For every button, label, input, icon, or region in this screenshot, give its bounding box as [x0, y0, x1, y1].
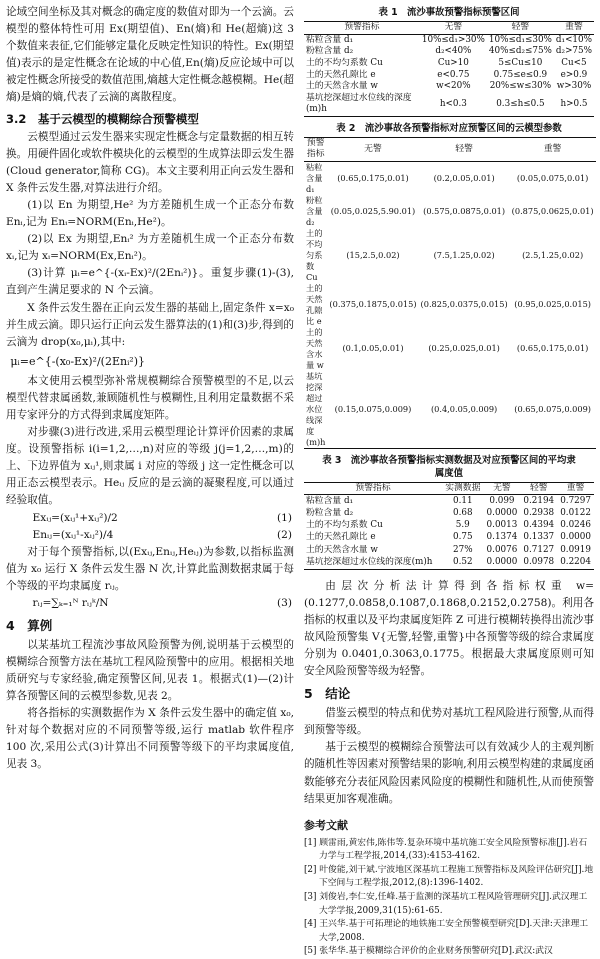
- table-3-cell: 0.75: [452, 532, 473, 543]
- table-1: [304, 21, 594, 117]
- table-1-row: [304, 81, 594, 93]
- paragraph-step-2: (2)以 Ex 为期望,Enᵢ² 为方差随机生成一个正态分布数 xᵢ,记为 xᵢ=NORM(Ex,Enᵢ²)。: [6, 233, 294, 263]
- paragraph-example-computation: 将各指标的实测数据作为 X 条件云发生器中的确定值 x₀,针对每个数据对应的不同预警等级,运行 matlab 软件程序 100 次,采用公式(3)计算出不同预警等级下的平均隶属度值,见表 3。: [6, 707, 294, 771]
- step-3-suffix: 。重复步骤(1)-(3),直到产生满足要求的 N 个云滴。: [6, 267, 294, 297]
- section-4-heading: 4 算例: [6, 617, 53, 633]
- table-3-cell: 0.7297: [560, 495, 591, 506]
- paragraph-average-membership: 对于每个预警指标,以(Exᵢⱼ,Enᵢⱼ,Heᵢⱼ)为参数,以指标监测值为 x₀ 运行 X 条件云发生器 N 次,计算此监测数据隶属于每个等级的平均隶属度 rᵢⱼ。: [6, 545, 294, 592]
- table-3-row: [304, 532, 594, 544]
- table-2-cell: (0.65,0.175,0.01): [337, 172, 409, 183]
- table-2-cell: 粉粒含量 d₂: [306, 194, 323, 227]
- paragraph-method-summary: 本文使用云模型弥补常规模糊综合预警模型的不足,以云模型代替隶属函数,兼顾随机性与模糊性,且利用定量数据不采用专家评分的方式得到隶属度矩阵。: [6, 374, 294, 421]
- table-1-cell: 土的不均匀系数 Cu: [306, 57, 383, 68]
- table-3-row: [304, 508, 594, 520]
- table-3-cell: 粘粒含量 d₁: [306, 495, 354, 506]
- equation-2-body: Enᵢⱼ=(xᵢⱼ¹-xᵢⱼ²)/4: [32, 528, 114, 541]
- equation-3-number: (3): [276, 596, 292, 609]
- table-1-cell: 土的天然含水量 w: [306, 81, 378, 92]
- table-3-header-cell: 实测数据: [445, 482, 481, 493]
- table-2-row: [304, 327, 596, 371]
- table-2-cell: (15,2.5,0.02): [346, 249, 400, 260]
- table-2-cell: (0.575,0.0875,0.01): [423, 205, 506, 216]
- table-3-cell: 土的不均匀系数 Cu: [306, 520, 383, 531]
- table-3-cell: 0.0000: [486, 507, 518, 518]
- table-1-row: [304, 46, 594, 58]
- paragraph-step-3: [6, 265, 294, 299]
- table-2-header-cell: 预警指标: [306, 137, 325, 160]
- reference-item: [4] 王兴华.基于可拓理论的地铁施工安全预警模型研究[D].天津:天津理工大学,2008.: [304, 919, 589, 943]
- table-2-row: [304, 371, 596, 449]
- reference-list: [304, 837, 594, 959]
- table-1-caption: 表 1 流沙事故预警指标预警区间: [378, 7, 520, 18]
- table-3: [304, 482, 594, 570]
- table-3-cell: 土的天然孔隙比 e: [306, 532, 376, 543]
- table-1-cell: 0.75≤e≤0.9: [493, 69, 548, 80]
- table-2-cell: (2.5,1.25,0.02): [522, 249, 584, 260]
- paragraph-step-1: (1)以 En 为期望,He² 为方差随机生成一个正态分布数 Enᵢ,记为 Enᵢ=NORM(Enᵢ,He²)。: [6, 198, 294, 229]
- table-3-header-cell: 无警: [493, 482, 511, 493]
- table-1-cell: 0.3≤h≤0.5: [496, 98, 545, 109]
- paragraph-membership-improvement: 对步骤(3)进行改进,采用云模型理论计算评价因素的隶属度。设预警指标 i(i=1,2,…,n)对应的等级 j(j=1,2,…,m)的上、下边界值为 xᵢⱼ¹,则隶属 i 对应的等级 j 这一定性概念可以用正态云模型表示。Heᵢⱼ 反应的是云滴的凝聚程度,可以通过经验取值。: [6, 426, 294, 507]
- table-2-cell: 基坑挖深超过水位线深度(m)h: [306, 370, 326, 447]
- table-1-cell: e<0.75: [437, 69, 470, 80]
- table-3-cell: 基坑挖深超过水位线的深度(m)h: [306, 556, 433, 567]
- paragraph-conclusion-1: 借鉴云模型的特点和优势对基坑工程风险进行预警,从而得到预警等级。: [304, 707, 594, 737]
- table-3-cell: 0.0000: [486, 556, 518, 567]
- paragraph-cloud-generator: 云模型通过云发生器来实现定性概念与定量数据的相互转换。用硬件固化或软件模块化的云模型的生成算法即云发生器(Cloud generator,简称 CG)。本文主要利用正向云发生器和 X 条件云发生器,对算法进行介绍。: [6, 130, 294, 194]
- table-1-header-cell: 重警: [565, 22, 583, 32]
- table-3-cell: 0.2938: [523, 507, 555, 518]
- paragraph-cloud-definition: 论域空间坐标及其对概念的确定度的数值对即为一个云滴。云模型的整体特性可用 Ex(期望值)、En(熵)和 He(超熵)这 3 个数值来表征,它们能够定量化反映定性知识的特性。Ex(期望值)表示的是定性概念在论域的中心值,En(熵)反应论域中可以被定性概念所接受的数值范围,熵越大定性概念越模糊。He(超熵)是熵的熵,代表了云滴的离散程度。: [6, 6, 294, 104]
- paragraph-conclusion-2: 基于云模型的模糊综合预警法可以有效减少人的主观判断的随机性等因素对预警结果的影响,利用云模型构建的隶属度函数能够充分表征风险因素风险度的模糊性和随机性,从而使预警结果更加客观准确。: [304, 741, 594, 805]
- table-3-row: [304, 520, 594, 532]
- table-3-cell: 0.0978: [523, 556, 555, 567]
- table-3-header-cell: 重警: [566, 482, 585, 493]
- table-3-cell: 0.0246: [560, 520, 591, 531]
- reference-item: [3] 刘俊岩,李仁安,任峰.基于监测的深基坑工程风险管理研究[J].武汉理工大学学报,2009,31(15):61-65.: [304, 892, 588, 916]
- table-1-cell: 40%≤d₂≤75%: [488, 46, 552, 57]
- equation-2-number: (2): [276, 528, 292, 541]
- table-2-cell: (0.1,0.05,0.01): [342, 343, 404, 354]
- table-2-cell: (0.05,0.075,0.01): [516, 172, 589, 183]
- table-3-row: [304, 495, 594, 508]
- table-3-cell: 0.0013: [486, 520, 518, 531]
- table-2-cell: (0.2,0.05,0.01): [433, 172, 495, 183]
- left-column: [6, 4, 294, 774]
- table-2-row: [304, 195, 596, 228]
- table-1-cell: d₂>75%: [555, 46, 592, 57]
- table-1-cell: 粘粒含量 d₁: [306, 34, 354, 45]
- table-2-cell: (0.4,0.05,0.009): [430, 403, 498, 414]
- table-1-cell: 5≤Cu≤10: [498, 57, 543, 68]
- table-1-header-cell: 无警: [444, 22, 463, 32]
- table-3-cell: 土的天然含水量 w: [306, 544, 378, 555]
- table-1-header-cell: 轻警: [511, 22, 530, 32]
- table-3-cell: 0.099: [489, 495, 515, 506]
- table-3-cell: 0.52: [452, 556, 473, 567]
- table-3-cell: 粉粒含量 d₂: [306, 507, 354, 518]
- table-3-cell: 0.7127: [523, 544, 555, 555]
- equation-1-number: (1): [276, 511, 292, 524]
- formula-mu-x0: μᵢ=e^{-(x₀-Ex)²/(2Enᵢ²)}: [10, 354, 145, 368]
- table-2-header-cell: 轻警: [455, 143, 473, 154]
- right-column: [304, 4, 594, 959]
- table-3-caption: 表 3 流沙事故各预警指标实测数据及对应预警区间的平均隶属度值: [322, 454, 576, 479]
- table-1-row: [304, 70, 594, 82]
- table-2-cell: 土的天然含水量 w: [306, 326, 324, 370]
- equation-3-body: rᵢⱼ=∑ₖ₌₁ᴺ rᵢⱼᵏ/N: [32, 596, 109, 609]
- table-1-cell: 10%≤d₁>30%: [421, 34, 485, 45]
- table-2: [304, 137, 596, 449]
- table-3-cell: 0.0122: [560, 507, 591, 518]
- table-1-row: [304, 93, 594, 117]
- step-3-prefix: (3)计算: [27, 267, 67, 280]
- equation-1: [6, 510, 294, 527]
- table-1-cell: Cu>10: [437, 57, 469, 68]
- reference-item: [1] 顾雷雨,黄宏伟,陈伟等.复杂环境中基坑施工安全风险预警标准[J].岩石力学与工程学报,2014,(33):4153-4162.: [304, 837, 588, 862]
- paragraph-x-condition-generator: X 条件云发生器在正向云发生器的基础上,固定条件 x=x₀ 并生成云滴。即只运行正向云发生器算法的(1)和(3)步,得到的云滴为 drop(x₀,μᵢ),其中:: [6, 301, 294, 348]
- table-3-cell: 0.0076: [486, 544, 518, 555]
- table-2-cell: (0.05,0.025,5.90.01): [330, 205, 416, 216]
- table-2-cell: 土的天然孔隙比 e: [306, 282, 323, 326]
- table-2-header-cell: 无警: [364, 143, 382, 154]
- paragraph-weights-result: 由层次分析法计算得到各指标权重 w=(0.1277,0.0858,0.1087,0.1868,0.2152,0.2758)。利用各指标的权重以及平均隶属度矩阵 Z 可进行模糊转换得出流沙事故风险预警集 V{无警,轻警,重警}中各预警等级的综合隶属度分别为 0.0401,0.3063,0.1775。根据最大隶属度原则可知安全风险预警等级为轻警。: [304, 579, 594, 678]
- table-1-row: [304, 58, 594, 70]
- table-1-cell: d₂<40%: [435, 46, 472, 57]
- table-2-cell: (0.875,0.0625,0.01): [511, 205, 594, 216]
- table-2-cell: (0.825,0.0375,0.015): [420, 299, 508, 310]
- section-5-heading: 5 结论: [304, 686, 351, 702]
- table-1-cell: d₁<10%: [555, 34, 592, 45]
- table-1-cell: 土的天然孔隙比 e: [306, 69, 376, 80]
- table-3-cell: 0.1374: [486, 532, 518, 543]
- reference-item: [2] 叶俊能,刘干斌.宁波地区深基坑工程施工预警指标及风险评估研究[J].地下空间与工程学报,2012,(8):1396-1402.: [304, 864, 594, 889]
- table-3-header-cell: 轻警: [529, 482, 548, 493]
- table-1-cell: e>0.9: [560, 69, 588, 80]
- table-2-cell: (0.375,0.1875,0.015): [329, 299, 417, 310]
- table-3-cell: 5.9: [455, 520, 470, 531]
- table-2-row: [304, 283, 596, 327]
- table-2-header-cell: 重警: [543, 143, 562, 154]
- table-3-cell: 27%: [453, 544, 473, 555]
- table-3-cell: 0.1337: [523, 532, 555, 543]
- paragraph-example-intro: 以某基坑工程流沙事故风险预警为例,说明基于云模型的模糊综合预警方法在基坑工程风险预警中的应用。根据相关地质研究与专家经验,确定预警区间,见表 1。根据式(1)—(2)计算各预警区间的云模型参数,见表 2。: [6, 638, 294, 703]
- equation-2: [6, 527, 294, 544]
- table-3-row: [304, 556, 594, 569]
- table-1-cell: 基坑挖深超过水位线的深度(m)h: [306, 92, 412, 115]
- table-1-cell: 10%≤d₁≤30%: [488, 34, 552, 45]
- table-1-cell: h>0.5: [560, 98, 588, 109]
- table-2-row: [304, 228, 596, 283]
- table-2-cell: (0.15,0.075,0.009): [334, 403, 412, 414]
- references-heading: 参考文献: [304, 818, 348, 832]
- table-1-cell: Cu<5: [561, 57, 587, 68]
- table-3-cell: 0.0000: [560, 532, 591, 543]
- table-3-cell: 0.11: [452, 495, 473, 506]
- table-2-cell: (7.5,1.25,0.02): [433, 249, 495, 260]
- table-2-cell: (0.65,0.175,0.01): [516, 343, 589, 354]
- table-2-caption: 表 2 流沙事故各预警指标对应预警区间的云模型参数: [336, 122, 562, 134]
- table-3-cell: 0.68: [452, 507, 473, 518]
- table-3-cell: 0.2204: [560, 556, 591, 567]
- table-2-cell: 粘粒含量 d₁: [306, 161, 323, 194]
- table-2-cell: (0.25,0.025,0.01): [428, 343, 500, 354]
- table-3-cell: 0.0919: [560, 544, 591, 555]
- equation-1-body: Exᵢⱼ=(xᵢⱼ¹+xᵢⱼ²)/2: [32, 511, 118, 524]
- equation-3: [6, 595, 294, 612]
- references: [304, 816, 594, 959]
- table-1-cell: 20%≤w≤30%: [489, 81, 552, 92]
- table-1-cell: w>30%: [556, 81, 592, 92]
- table-2-row: [304, 161, 596, 195]
- table-1-cell: h<0.3: [439, 98, 467, 109]
- section-3-2-heading: 3.2 基于云模型的模糊综合预警模型: [6, 111, 199, 126]
- table-2-cell: (0.95,0.025,0.015): [514, 299, 591, 310]
- table-1-row: [304, 34, 594, 46]
- table-3-cell: 0.4394: [523, 520, 555, 531]
- formula-mu: μᵢ=e^{-(xᵢ-Ex)²/(2Enᵢ²)}: [70, 267, 199, 280]
- table-3-row: [304, 544, 594, 556]
- table-3-header-cell: 预警指标: [355, 482, 391, 493]
- table-1-cell: 粉粒含量 d₂: [306, 46, 354, 57]
- reference-item: [5] 张华华.基于模糊综合评价的企业财务预警研究[D].武汉:武汉: [304, 946, 553, 957]
- table-2-cell: 土的不均匀系数 Cu: [306, 227, 323, 282]
- table-1-cell: w<20%: [436, 81, 471, 92]
- table-3-cell: 0.2194: [523, 495, 555, 506]
- table-2-cell: (0.65,0.075,0.009): [514, 403, 591, 414]
- table-1-header-cell: 预警指标: [344, 22, 380, 32]
